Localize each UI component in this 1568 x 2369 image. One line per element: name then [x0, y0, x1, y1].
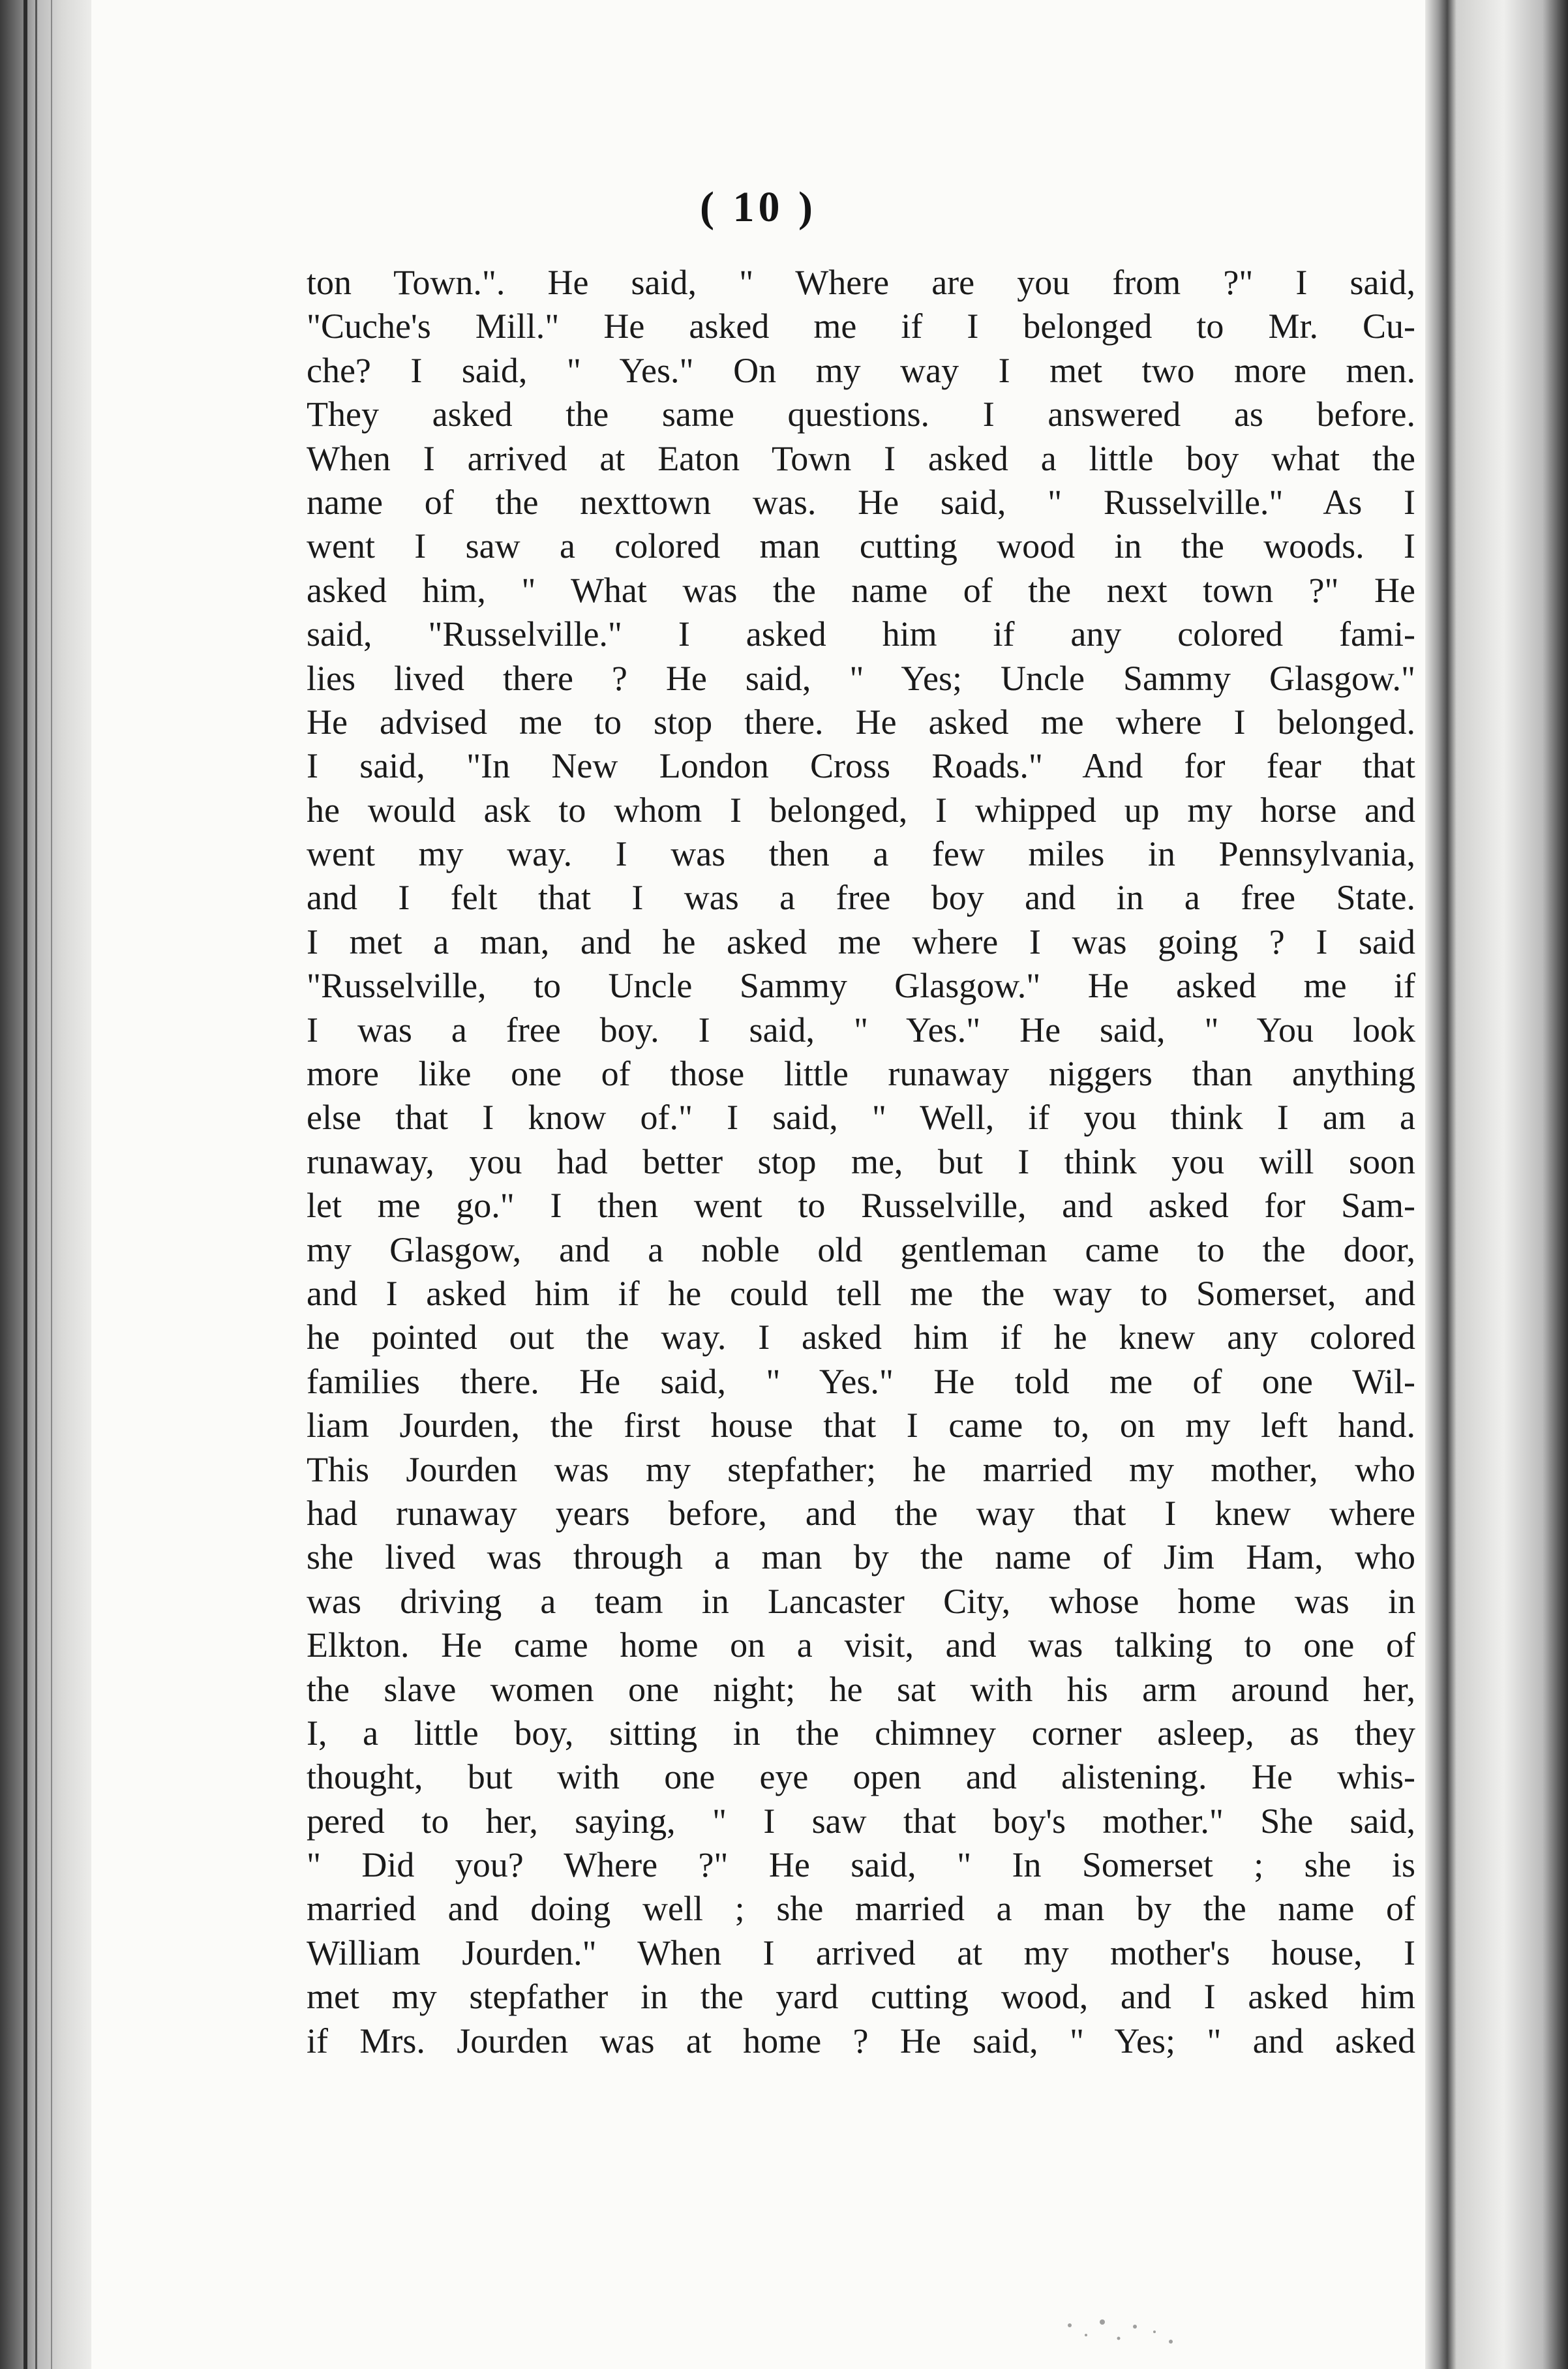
text-line: my Glasgow, and a noble old gentleman came to the door,	[307, 1230, 1415, 1269]
text-line: was driving a team in Lancaster City, whose home was in	[307, 1581, 1415, 1621]
text-line: let me go." I then went to Russelville, and asked for Sam-	[307, 1186, 1415, 1226]
text-line: "Russelville, to Uncle Sammy Glasgow." He asked me if	[307, 966, 1415, 1006]
text-line: I said, "In New London Cross Roads." And for fear that	[307, 746, 1415, 786]
text-line: else that I know of." I said, " Well, if you think I am a	[307, 1098, 1415, 1138]
text-line: ton Town.". He said, " Where are you from ?" I said,	[307, 263, 1415, 302]
text-line: asked him, " What was the name of the next town ?" He	[307, 570, 1415, 610]
text-line: went my way. I was then a few miles in Pennsylvania,	[307, 834, 1415, 874]
text-line: When I arrived at Eaton Town I asked a little boy what the	[307, 438, 1415, 478]
text-line: the slave women one night; he sat with his arm around her,	[307, 1669, 1415, 1709]
text-line: Elkton. He came home on a visit, and was talking to one of	[307, 1625, 1415, 1665]
text-line: I, a little boy, sitting in the chimney corner asleep, as they	[307, 1713, 1415, 1753]
book-page-right-edge	[1425, 0, 1568, 2369]
text-line: he pointed out the way. I asked him if he knew any colored	[307, 1318, 1415, 1357]
text-line: I met a man, and he asked me where I was going ? I said	[307, 922, 1415, 961]
text-line: He advised me to stop there. He asked me where I belonged.	[307, 702, 1415, 742]
text-line: more like one of those little runaway niggers than anything	[307, 1054, 1415, 1094]
text-line: went I saw a colored man cutting wood in the woods. I	[307, 526, 1415, 566]
text-line: met my stepfather in the yard cutting wood, and I asked him	[307, 1977, 1415, 2017]
text-line: name of the nexttown was. He said, " Russelville." As I	[307, 482, 1415, 522]
text-line: " Did you? Where ?" He said, " In Somerset ; she is	[307, 1845, 1415, 1885]
binding-line	[51, 0, 52, 2369]
text-line: I was a free boy. I said, " Yes." He said, " You look	[307, 1010, 1415, 1049]
text-line: said, "Russelville." I asked him if any colored fami-	[307, 614, 1415, 654]
text-line: thought, but with one eye open and alistening. He whis-	[307, 1757, 1415, 1797]
binding-line	[35, 0, 37, 2369]
text-line: families there. He said, " Yes." He told me of one Wil-	[307, 1361, 1415, 1401]
text-line: pered to her, saying, " I saw that boy's mother." She said,	[307, 1801, 1415, 1841]
body-text	[307, 261, 1415, 2063]
book-binding-left-edge	[0, 0, 91, 2369]
text-line: married and doing well ; she married a man by the name of	[307, 1889, 1415, 1929]
text-line: had runaway years before, and the way that I knew where	[307, 1493, 1415, 1533]
text-line: William Jourden." When I arrived at my mother's house, I	[307, 1933, 1415, 1972]
text-line: she lived was through a man by the name of Jim Ham, who	[307, 1537, 1415, 1577]
binding-line	[23, 0, 27, 2369]
text-line: he would ask to whom I belonged, I whipped up my horse and	[307, 790, 1415, 830]
page-number: ( 10 )	[700, 183, 817, 231]
text-line: if Mrs. Jourden was at home ? He said, " Yes; " and asked	[307, 2021, 1415, 2060]
text-line: and I asked him if he could tell me the way to Somerset, and	[307, 1273, 1415, 1313]
text-line: lies lived there ? He said, " Yes; Uncle Sammy Glasgow."	[307, 658, 1415, 698]
scan-speck-mark	[1057, 2312, 1187, 2351]
book-page	[91, 0, 1425, 2369]
text-line: "Cuche's Mill." He asked me if I belonged to Mr. Cu-	[307, 307, 1415, 346]
text-line: liam Jourden, the first house that I came to, on my left hand.	[307, 1406, 1415, 1445]
text-line: and I felt that I was a free boy and in a free State.	[307, 878, 1415, 918]
text-line: che? I said, " Yes." On my way I met two more men.	[307, 350, 1415, 390]
text-line: They asked the same questions. I answered as before.	[307, 395, 1415, 434]
text-line: This Jourden was my stepfather; he married my mother, who	[307, 1449, 1415, 1489]
text-line: runaway, you had better stop me, but I think you will soon	[307, 1141, 1415, 1181]
